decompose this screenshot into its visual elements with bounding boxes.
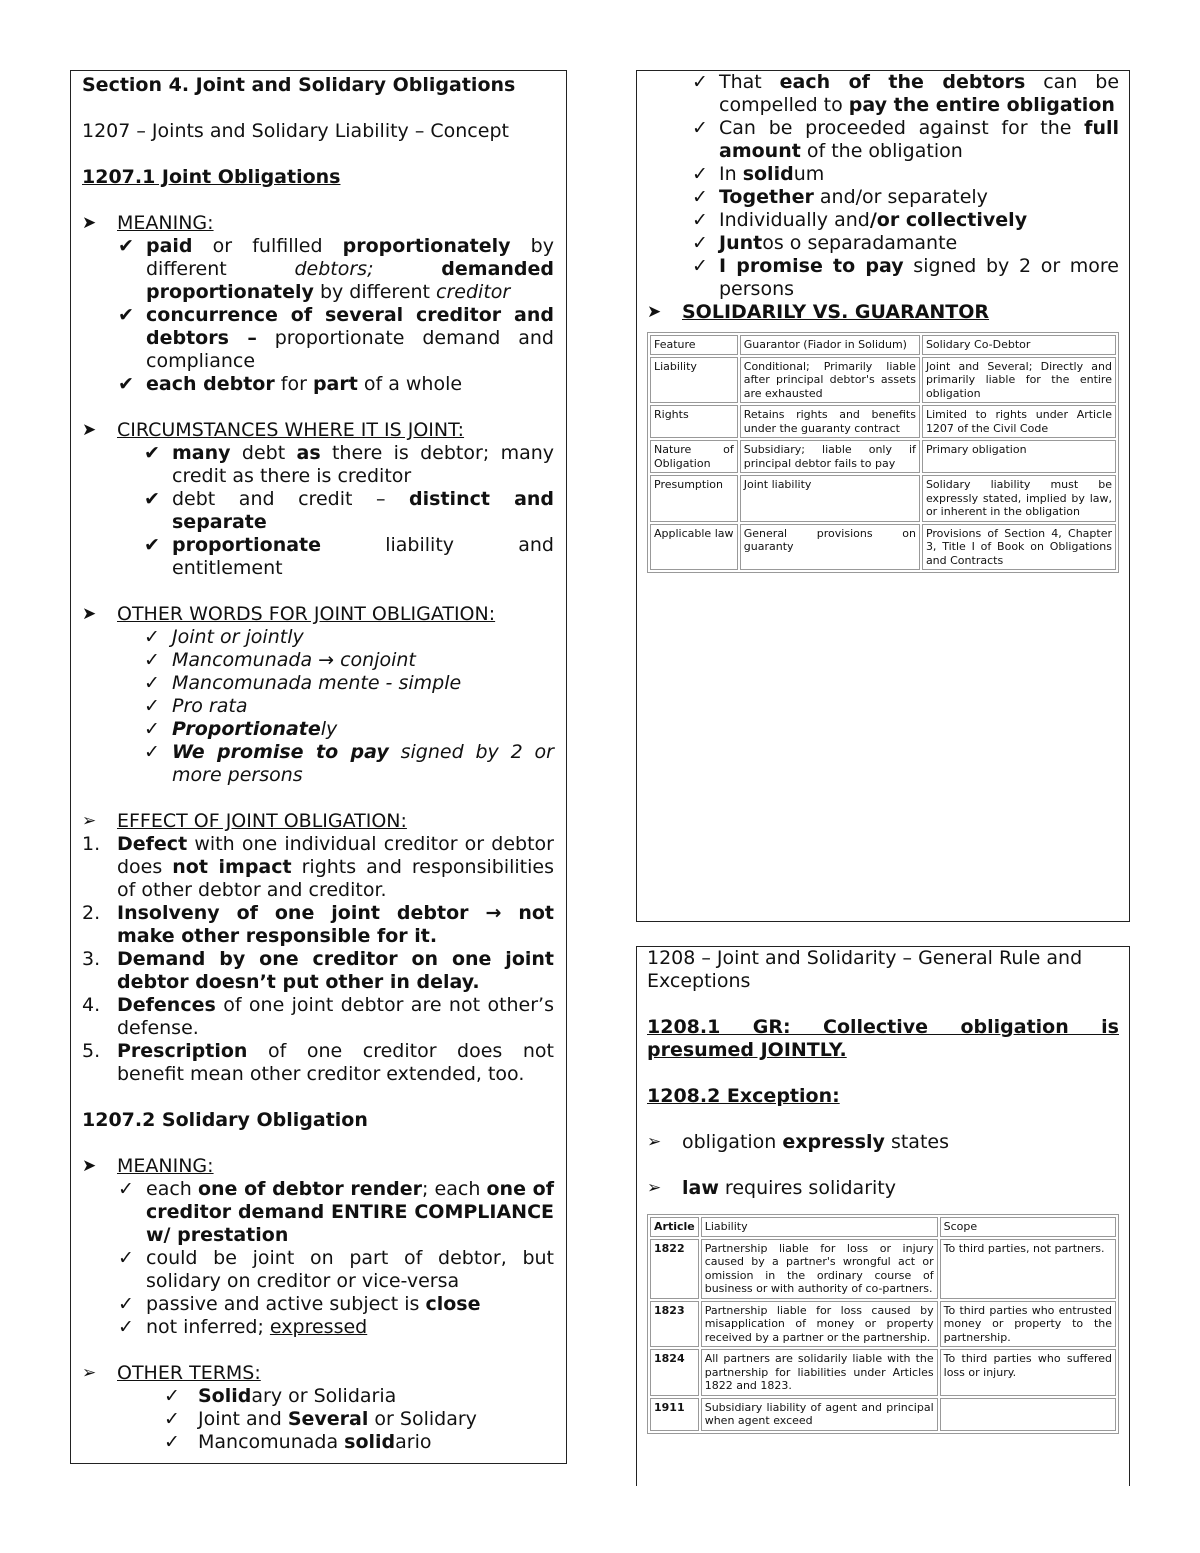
other-words-heading: OTHER WORDS FOR JOINT OBLIGATION: bbox=[117, 603, 496, 625]
effect-list bbox=[82, 833, 554, 1086]
solidary-item: ✓ Individually and/or collectively bbox=[692, 209, 1028, 231]
rule-title: 1208 – Joint and Solidarity – General Rule and Exceptions bbox=[647, 947, 1083, 992]
table-cell: Feature bbox=[650, 335, 738, 355]
exception-heading: 1208.2 Exception: bbox=[647, 1085, 840, 1107]
table-cell: Applicable law bbox=[650, 524, 738, 571]
other-term-item: ✓ Mancomunada solidario bbox=[164, 1431, 432, 1453]
solidary-item: ✓ I promise to pay signed by 2 or more persons bbox=[692, 255, 1119, 300]
solidary-item: ✓ Can be proceeded against for the full amount of the obligation bbox=[692, 117, 1119, 162]
other-terms-heading: OTHER TERMS: bbox=[117, 1362, 261, 1384]
arrow-bullet-icon: ➤ bbox=[647, 302, 662, 322]
joint-heading: 1207.1 Joint Obligations bbox=[82, 166, 341, 188]
table-header-row bbox=[650, 335, 1116, 355]
effect-item: 5. Prescription of one creditor does not benefit mean other creditor extended, too. bbox=[82, 1040, 554, 1085]
meaning2-heading-row bbox=[82, 1155, 554, 1178]
exception-item: ➢ obligation expressly states bbox=[647, 1131, 949, 1153]
table-cell: 1822 bbox=[650, 1239, 699, 1299]
check-icon: ✓ bbox=[692, 186, 708, 208]
table-row bbox=[650, 475, 1116, 522]
meaning2-item: ✓ each one of debtor render; each one of creditor demand ENTIRE COMPLIANCE w/ prestation bbox=[118, 1178, 554, 1246]
solidary-heading: 1207.2 Solidary Obligation bbox=[82, 1109, 368, 1131]
check-icon: ✓ bbox=[164, 1431, 180, 1453]
table-cell: Liability bbox=[701, 1217, 938, 1237]
table-cell: Rights bbox=[650, 405, 738, 438]
table-cell: Provisions of Section 4, Chapter 3, Title I of Book on Obligations and Contracts bbox=[922, 524, 1116, 571]
vs-heading: SOLIDARILY VS. GUARANTOR bbox=[682, 301, 990, 323]
table-row bbox=[650, 1301, 1116, 1348]
check-icon: ✓ bbox=[164, 1408, 180, 1430]
table-cell: Subsidiary; liable only if principal debtor fails to pay bbox=[740, 440, 920, 473]
other-word-item: ✓ Joint or jointly bbox=[144, 626, 304, 648]
arrow-bullet-icon: ➤ bbox=[82, 1156, 97, 1176]
check-icon: ✓ bbox=[144, 672, 160, 694]
circumstance-item: ✔ proportionate liability and entitlement bbox=[144, 534, 554, 579]
other-word-item: ✓ Mancomunada mente - simple bbox=[144, 672, 462, 694]
check-icon: ✓ bbox=[144, 626, 160, 648]
table-cell: Joint liability bbox=[740, 475, 920, 522]
meaning2-heading: MEANING: bbox=[117, 1155, 214, 1177]
table-cell: Nature of Obligation bbox=[650, 440, 738, 473]
table-cell: Scope bbox=[940, 1217, 1116, 1237]
right-top-box bbox=[636, 70, 1130, 922]
meaning-item: ✔ concurrence of several creditor and debtors – proportionate demand and compliance bbox=[118, 304, 554, 372]
arrow-bullet-icon: ➢ bbox=[647, 1132, 662, 1152]
check-icon: ✓ bbox=[118, 1316, 134, 1338]
solidary-item: ✓ That each of the debtors can be compelled to pay the entire obligation bbox=[692, 71, 1120, 116]
table-header-row bbox=[650, 1217, 1116, 1237]
table-cell: Retains rights and benefits under the guaranty contract bbox=[740, 405, 920, 438]
meaning2-item: ✓ could be joint on part of debtor, but solidary on creditor or vice-versa bbox=[118, 1247, 554, 1292]
left-column-box bbox=[70, 70, 567, 1464]
check-icon: ✓ bbox=[144, 718, 160, 740]
check-icon: ✓ bbox=[692, 71, 708, 93]
effect-item: 4. Defences of one joint debtor are not other’s defense. bbox=[82, 994, 554, 1039]
effect-item: 3. Demand by one creditor on one joint debtor doesn’t put other in delay. bbox=[82, 948, 554, 993]
check-icon: ✔ bbox=[118, 235, 134, 257]
check-icon: ✓ bbox=[692, 163, 708, 185]
check-icon: ✔ bbox=[144, 488, 160, 510]
table-cell: Solidary Co-Debtor bbox=[922, 335, 1116, 355]
general-rule: 1208.1 GR: Collective obligation is presumed JOINTLY. bbox=[647, 1016, 1119, 1061]
check-icon: ✓ bbox=[144, 695, 160, 717]
guarantor-table bbox=[647, 332, 1119, 573]
solidary-item: ✓ In solidum bbox=[692, 163, 825, 185]
exception-item: ➢ law requires solidarity bbox=[647, 1177, 896, 1199]
table-cell: To third parties who suffered loss or injury. bbox=[940, 1349, 1116, 1396]
other-words-heading-row bbox=[82, 603, 554, 626]
check-icon: ✓ bbox=[118, 1293, 134, 1315]
circumstances-heading: CIRCUMSTANCES WHERE IT IS JOINT: bbox=[117, 419, 465, 441]
meaning-item: ✔ paid or fulfilled proportionately by different debtors; demanded proportionately by different creditor bbox=[118, 235, 555, 303]
table-cell: Partnership liable for loss caused by misapplication of money or property received by a partner or the partnership. bbox=[701, 1301, 938, 1348]
table-cell: Limited to rights under Article 1207 of the Civil Code bbox=[922, 405, 1116, 438]
table-row bbox=[650, 1239, 1116, 1299]
table-cell: 1824 bbox=[650, 1349, 699, 1396]
arrow-bullet-icon: ➤ bbox=[82, 213, 97, 233]
effect-heading-row bbox=[82, 810, 554, 833]
right-bottom-box bbox=[636, 946, 1130, 1486]
meaning-heading: MEANING: bbox=[117, 212, 214, 234]
meaning-heading-row bbox=[82, 212, 554, 235]
table-row bbox=[650, 524, 1116, 571]
circumstance-item: ✔ many debt as there is debtor; many credit as there is creditor bbox=[144, 442, 555, 487]
check-icon: ✔ bbox=[118, 373, 134, 395]
other-terms-heading-row bbox=[82, 1362, 554, 1385]
table-cell: Subsidiary liability of agent and principal when agent exceed bbox=[701, 1398, 938, 1431]
effect-heading: EFFECT OF JOINT OBLIGATION: bbox=[117, 810, 407, 832]
arrow-bullet-icon: ➢ bbox=[82, 811, 97, 831]
other-word-item: ✓ We promise to pay signed by 2 or more persons bbox=[144, 741, 554, 786]
other-word-item: ✓ Pro rata bbox=[144, 695, 248, 717]
check-icon: ✓ bbox=[692, 255, 708, 277]
meaning-item: ✔ each debtor for part of a whole bbox=[118, 373, 463, 395]
check-icon: ✓ bbox=[144, 649, 160, 671]
table-cell: Conditional; Primarily liable after principal debtor's assets are exhausted bbox=[740, 357, 920, 404]
table-cell: 1823 bbox=[650, 1301, 699, 1348]
solidary-item: ✓ Together and/or separately bbox=[692, 186, 988, 208]
meaning2-item: ✓ not inferred; expressed bbox=[118, 1316, 368, 1338]
table-row bbox=[650, 440, 1116, 473]
arrow-bullet-icon: ➢ bbox=[82, 1363, 97, 1383]
check-icon: ✔ bbox=[144, 442, 160, 464]
table-cell: Joint and Several; Directly and primarily liable for the entire obligation bbox=[922, 357, 1116, 404]
table-cell: 1911 bbox=[650, 1398, 699, 1431]
section-title: Section 4. Joint and Solidary Obligations bbox=[82, 74, 516, 96]
table-row bbox=[650, 1349, 1116, 1396]
table-cell: Partnership liable for loss or injury caused by a partner's wrongful act or omission in the ordinary course of business or with authority of co-partners. bbox=[701, 1239, 938, 1299]
table-cell: To third parties, not partners. bbox=[940, 1239, 1116, 1299]
check-icon: ✓ bbox=[164, 1385, 180, 1407]
table-cell: Article bbox=[650, 1217, 699, 1237]
section-subtitle: 1207 – Joints and Solidary Liability – Concept bbox=[82, 120, 509, 142]
other-word-item: ✓ Proportionately bbox=[144, 718, 338, 740]
table-cell bbox=[940, 1398, 1116, 1431]
table-cell: Solidary liability must be expressly stated, implied by law, or inherent in the obligation bbox=[922, 475, 1116, 522]
table-cell: Primary obligation bbox=[922, 440, 1116, 473]
arrow-bullet-icon: ➢ bbox=[647, 1178, 662, 1198]
check-icon: ✓ bbox=[692, 117, 708, 139]
effect-item: 1. Defect with one individual creditor or debtor does not impact rights and responsibilities of other debtor and creditor. bbox=[82, 833, 554, 901]
check-icon: ✓ bbox=[118, 1178, 134, 1200]
solidary-item: ✓ Juntos o separadamante bbox=[692, 232, 958, 254]
table-cell: Liability bbox=[650, 357, 738, 404]
vs-heading-row bbox=[647, 301, 1119, 324]
effect-item: 2. Insolveny of one joint debtor → not make other responsible for it. bbox=[82, 902, 554, 947]
circumstance-item: ✔ debt and credit – distinct and separate bbox=[144, 488, 555, 533]
table-row bbox=[650, 357, 1116, 404]
check-icon: ✓ bbox=[144, 741, 160, 763]
table-row bbox=[650, 405, 1116, 438]
other-term-item: ✓ Joint and Several or Solidary bbox=[164, 1408, 477, 1430]
table-cell: Guarantor (Fiador in Solidum) bbox=[740, 335, 920, 355]
arrow-bullet-icon: ➤ bbox=[82, 604, 97, 624]
table-cell: To third parties who entrusted money or property to the partnership. bbox=[940, 1301, 1116, 1348]
check-icon: ✓ bbox=[118, 1247, 134, 1269]
check-icon: ✓ bbox=[692, 209, 708, 231]
articles-table bbox=[647, 1214, 1119, 1434]
table-cell: General provisions on guaranty bbox=[740, 524, 920, 571]
check-icon: ✔ bbox=[118, 304, 134, 326]
check-icon: ✓ bbox=[692, 232, 708, 254]
table-cell: All partners are solidarily liable with the partnership for liabilities under Articles 1822 and 1823. bbox=[701, 1349, 938, 1396]
table-cell: Presumption bbox=[650, 475, 738, 522]
table-row bbox=[650, 1398, 1116, 1431]
circumstances-heading-row bbox=[82, 419, 554, 442]
other-term-item: ✓ Solidary or Solidaria bbox=[164, 1385, 397, 1407]
meaning2-item: ✓ passive and active subject is close bbox=[118, 1293, 481, 1315]
other-word-item: ✓ Mancomunada → conjoint bbox=[144, 649, 416, 671]
arrow-bullet-icon: ➤ bbox=[82, 420, 97, 440]
check-icon: ✔ bbox=[144, 534, 160, 556]
